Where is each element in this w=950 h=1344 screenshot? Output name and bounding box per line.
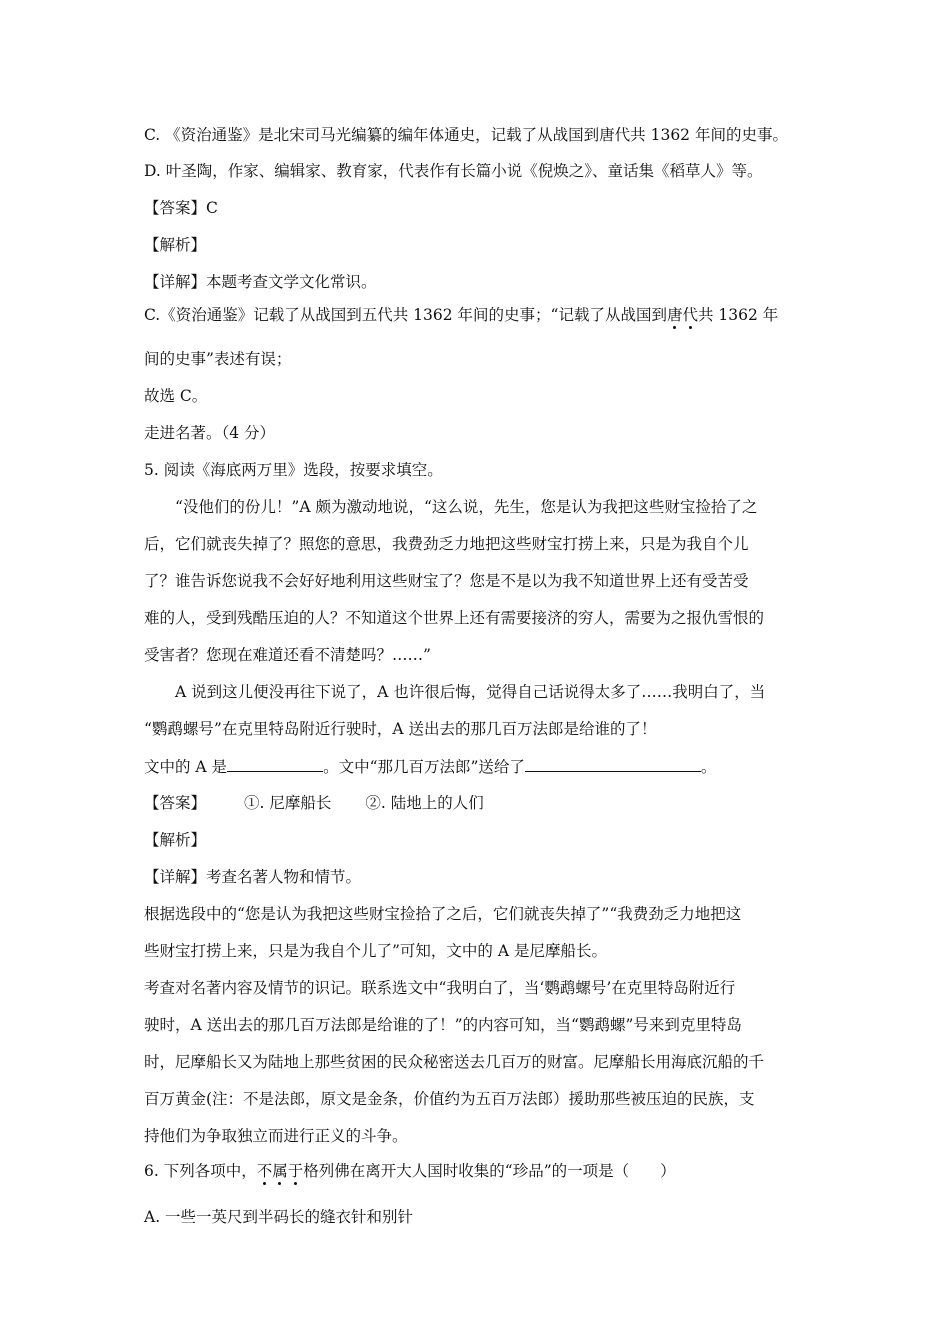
answer-q4: 【答案】C: [144, 199, 218, 217]
detail-q5-line: 些财宝打捞上来，只是为我自个儿了”可知，文中的 A 是尼摩船长。: [144, 942, 607, 960]
emphasis-char: 属: [272, 1162, 288, 1180]
passage-line: “鹦鹉螺号”在克里特岛附近行驶时，A 送出去的那几百万法郎是给谁的了！: [144, 720, 657, 738]
detail-q4: 【详解】本题考查文学文化常识。: [144, 273, 377, 291]
passage-line: 受害者？您现在难道还看不清楚吗？……”: [144, 646, 431, 664]
emphasis-char: 于: [287, 1162, 304, 1180]
q6-text: 格列佛在离开大人国时收集的“珍品”的一项是（ ）: [303, 1162, 676, 1180]
emphasis-char: 唐: [666, 306, 683, 324]
analysis-heading-q4: 【解析】: [144, 236, 207, 254]
fill-text: 。: [700, 758, 717, 776]
answer-item: ②. 陆地上的人们: [365, 794, 484, 812]
answer-blank-2: [525, 755, 701, 772]
detail-q5-line: 根据选段中的“您是认为我把这些财宝捡拾了之后，它们就丧失掉了”“我费劲乏力地把这: [144, 905, 742, 923]
detail-q5-line: 驶时，A 送出去的那几百万法郎是给谁的了！”的内容可知，当“鹦鹉螺”号来到克里特岛: [144, 1016, 742, 1034]
explanation-before: C.《资治通鉴》记载了从战国到五代共 1362 年间的史事；“记载了从战国到: [144, 306, 667, 324]
fill-text: 。文中“那几百万法郎”送给了: [323, 758, 525, 776]
passage-line: “没他们的份儿！”A 颇为激动地说，“这么说，先生，您是认为我把这些财宝捡拾了之: [175, 498, 758, 516]
passage-line: A 说到这儿便没再往下说了，A 也许很后悔，觉得自己话说得太多了……我明白了，当: [175, 683, 766, 701]
emphasis-char: 代: [682, 306, 698, 324]
passage-line: 了？谁告诉您说我不会好好地利用这些财宝了？您是不是以为我不知道世界上还有受苦受: [144, 572, 749, 590]
passage-line: 难的人，受到残酷压迫的人？不知道这个世界上还有需要接济的穷人，需要为之报仇雪恨的: [144, 609, 765, 627]
fill-in-question: [144, 755, 716, 778]
q6-text: 6. 下列各项中，: [144, 1162, 257, 1180]
explanation-after: 共 1362 年: [698, 306, 779, 324]
detail-q5-line: 持他们为争取独立而进行正义的斗争。: [144, 1127, 408, 1145]
analysis-heading-q5: 【解析】: [144, 831, 207, 849]
question-6: [144, 1160, 676, 1182]
section-heading: 走进名著。（4 分）: [144, 424, 276, 442]
option-a-q6: A. 一些一英尺到半码长的缝衣针和别针: [144, 1208, 414, 1226]
detail-q5-line: 百万黄金(注：不是法郎，原文是金条，价值约为五百万法郎）援助那些被压迫的民族，支: [144, 1090, 755, 1108]
conclusion-q4: 故选 C。: [144, 387, 208, 405]
detail-q5-line: 考查对名著内容及情节的识记。联系选文中“我明白了，当‘鹦鹉螺号’在克里特岛附近行: [144, 979, 736, 997]
option-c: C. 《资治通鉴》是北宋司马光编纂的编年体通史，记载了从战国到唐代共 1362 年间的史事。: [144, 126, 788, 144]
detail-q5: 【详解】考查名著人物和情节。: [144, 868, 362, 886]
detail-q4-explanation: [144, 304, 778, 326]
emphasis-char: 不: [256, 1162, 273, 1180]
fill-text: 文中的 A 是: [144, 758, 228, 776]
answer-q5: [144, 792, 484, 814]
detail-q4-explanation-cont: 间的史事”表述有误；: [144, 350, 292, 368]
question-5: 5. 阅读《海底两万里》选段，按要求填空。: [144, 461, 443, 479]
answer-label: 【答案】: [144, 794, 207, 812]
option-d: D. 叶圣陶，作家、编辑家、教育家，代表作有长篇小说《倪焕之》、童话集《稻草人》等。: [144, 162, 763, 180]
answer-item: ①. 尼摩船长: [244, 794, 332, 812]
answer-blank-1: [227, 755, 323, 772]
detail-q5-line: 时，尼摩船长又为陆地上那些贫困的民众秘密送去几百万的财富。尼摩船长用海底沉船的千: [144, 1053, 765, 1071]
passage-line: 后，它们就丧失掉了？照您的意思，我费劲乏力地把这些财宝打捞上来，只是为我自个儿: [144, 535, 749, 553]
